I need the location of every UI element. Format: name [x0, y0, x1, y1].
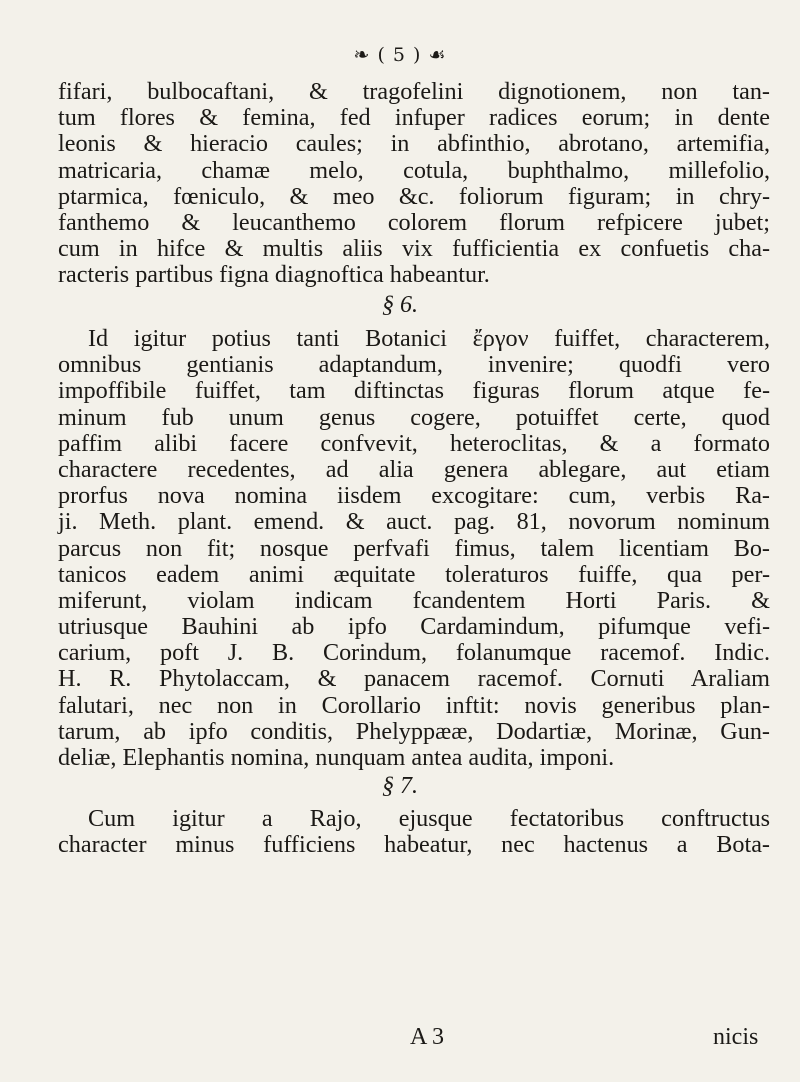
text-line: utriusque Bauhini ab ipfo Cardamindum, pifumque vefi- — [58, 613, 770, 641]
catchword: nicis — [713, 1024, 759, 1050]
text-line: cum in hifce & multis aliis vix fufficientia ex confuetis cha- — [58, 235, 770, 263]
section-heading-6: § 6. — [382, 292, 418, 318]
text-line: deliæ, Elephantis nomina, nunquam antea audita, imponi. — [58, 744, 615, 771]
text-line: ji. Meth. plant. emend. & auct. pag. 81, novorum nominum — [58, 508, 770, 536]
text-line: falutari, nec non in Corollario inftit: novis generibus plan- — [58, 691, 770, 719]
paragraph-1 — [58, 79, 770, 289]
text-line: tanicos eadem animi æquitate toleraturos fuiffe, qua per- — [58, 560, 770, 588]
text-line: charactere recedentes, ad alia genera ablegare, aut etiam — [58, 455, 770, 483]
signature-mark: A 3 — [410, 1024, 445, 1050]
text-line: fifari, bulbocaftani, & tragofelini dignotionem, non tan- — [58, 78, 770, 105]
text-line: matricaria, chamæ melo, cotula, buphthalmo, millefolio, — [58, 156, 770, 184]
text-line: character minus fufficiens habeatur, nec hactenus a Bota- — [58, 831, 770, 859]
page-header: ❧ ( 5 ) ☙ — [353, 44, 447, 66]
section-heading-7: § 7. — [382, 773, 418, 799]
paragraph-2 — [58, 326, 770, 771]
text-line: tarum, ab ipfo conditis, Phelyppææ, Dodartiæ, Morinæ, Gun- — [58, 717, 770, 745]
text-line: Cum igitur a Rajo, ejusque fectatoribus conftructus — [88, 805, 770, 832]
text-line: paffim alibi facere confvevit, heteroclitas, & a formato — [58, 429, 770, 457]
paragraph-3 — [58, 806, 770, 858]
text-line: omnibus gentianis adaptandum, invenire; quodfi vero — [58, 351, 770, 379]
text-line: fanthemo & leucanthemo colorem florum refpicere jubet; — [58, 208, 770, 236]
text-line: minum fub unum genus cogere, potuiffet certe, quod — [58, 403, 770, 431]
text-line: prorfus nova nomina iisdem excogitare: cum, verbis Ra- — [58, 482, 770, 510]
text-line: Id igitur potius tanti Botanici ἔργον fuiffet, characterem, — [88, 325, 770, 352]
text-line: impoffibile fuiffet, tam diftinctas figuras florum atque fe- — [58, 377, 770, 405]
text-line: carium, poft J. B. Corindum, folanumque racemof. Indic. — [58, 639, 770, 667]
text-line: leonis & hieracio caules; in abfinthio, abrotano, artemifia, — [58, 130, 770, 158]
text-line: miferunt, violam indicam fcandentem Horti Paris. & — [58, 586, 770, 614]
text-line: racteris partibus figna diagnoftica habeantur. — [58, 261, 490, 289]
text-line: ptarmica, fœniculo, & meo &c. foliorum figuram; in chry- — [58, 182, 770, 210]
text-line: H. R. Phytolaccam, & panacem racemof. Cornuti Araliam — [58, 665, 770, 693]
text-line: parcus non fit; nosque perfvafi fimus, talem licentiam Bo- — [58, 534, 770, 562]
text-line: tum flores & femina, fed infuper radices eorum; in dente — [58, 104, 770, 132]
